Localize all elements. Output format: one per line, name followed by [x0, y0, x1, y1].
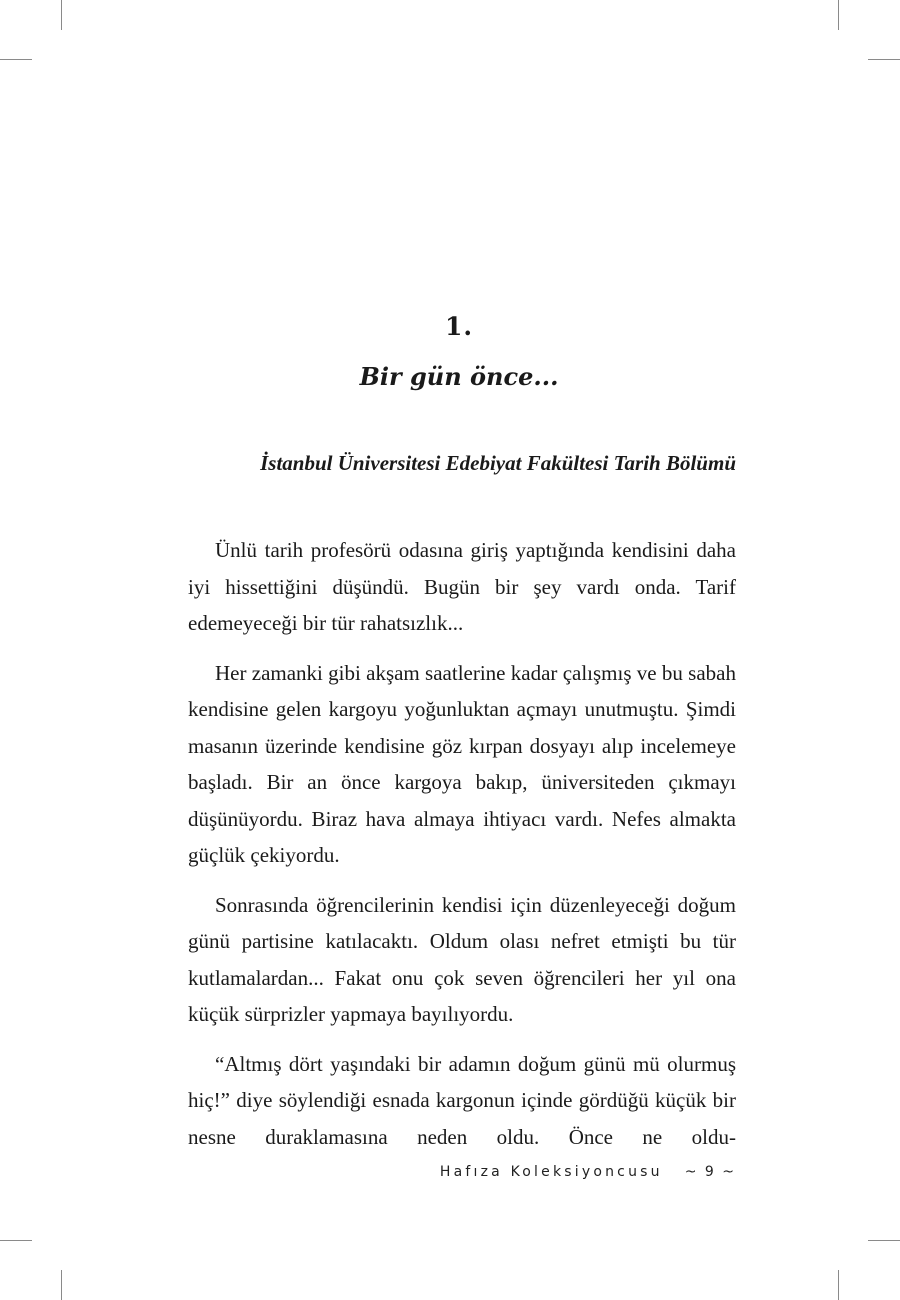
paragraph: “Altmış dört yaşındaki bir adamın doğum günü mü olurmuş hiç!” diye söylendiği esnada kargonun içinde gördüğü küçük bir nesne duraklamasına neden oldu. Önce ne oldu- — [188, 1051, 736, 1149]
crop-mark — [61, 0, 62, 30]
crop-mark — [868, 59, 900, 60]
page-number: ~ 9 ~ — [684, 1164, 736, 1180]
crop-mark — [61, 1270, 62, 1300]
footer-book-title: Hafıza Koleksiyoncusu — [439, 1164, 663, 1180]
crop-mark — [0, 1240, 32, 1241]
chapter-title: Bir gün önce... — [359, 362, 559, 391]
location-heading: İstanbul Üniversitesi Edebiyat Fakültesi Tarih Bölümü — [260, 451, 736, 475]
body-text — [188, 532, 736, 1168]
paragraph: Ünlü tarih profesörü odasına giriş yaptığında kendisini daha iyi hissettiğini düşündü. Bugün bir şey vardı onda. Tarif edemeyeceği bir tür rahatsızlık... — [188, 538, 736, 635]
paragraph: Sonrasında öğrencilerinin kendisi için düzenleyeceği doğum günü partisine katılacaktı. Oldum olası nefret etmişti bu tür kutlamalardan... Fakat onu çok seven öğrencileri her yıl ona küçük sürprizler yapmaya bayılıyordu. — [188, 892, 736, 1026]
page-footer — [188, 1164, 736, 1180]
crop-mark — [868, 1240, 900, 1241]
paragraph: Her zamanki gibi akşam saatlerine kadar çalışmış ve bu sabah kendisine gelen kargoyu yoğunluktan açmayı unutmuştu. Şimdi masanın üzerinde kendisine göz kırpan dosyayı alıp incelemeye başladı. Bir an önce kargoya bakıp, üniversiteden çıkmayı düşünüyordu. Biraz hava almaya ihtiyacı vardı. Nefes almakta güçlük çekiyordu. — [188, 660, 736, 867]
crop-mark — [0, 59, 32, 60]
crop-mark — [838, 0, 839, 30]
crop-mark — [838, 1270, 839, 1300]
chapter-number: 1. — [444, 312, 474, 341]
